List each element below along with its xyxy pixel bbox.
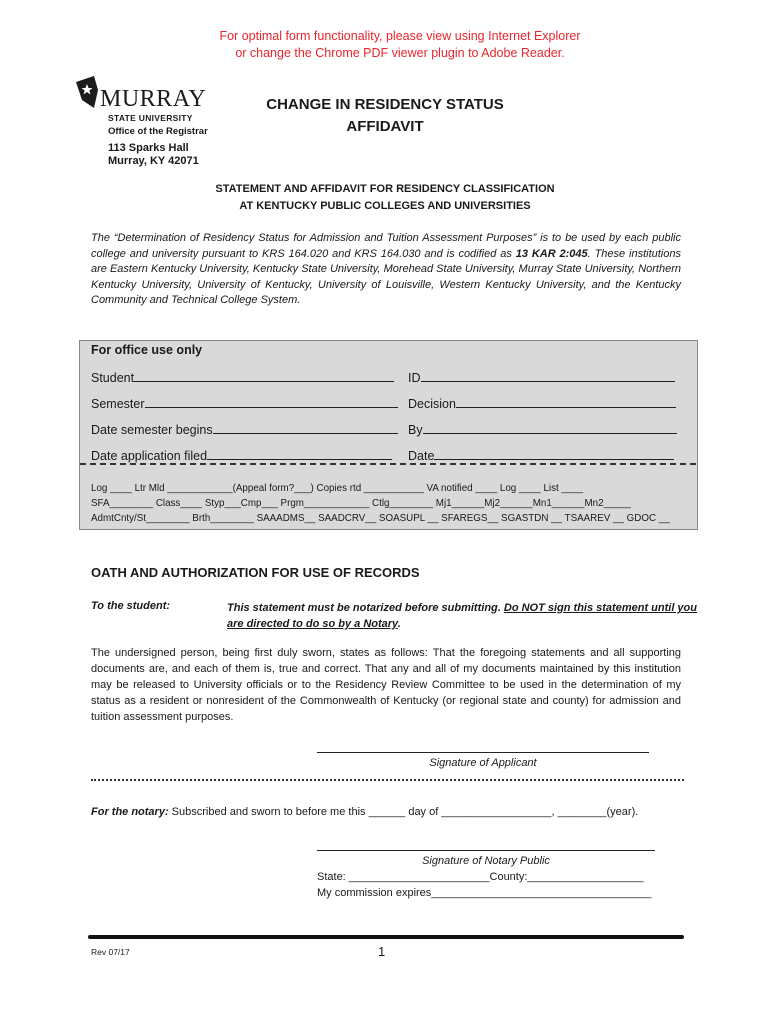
semester-field[interactable]	[91, 395, 398, 411]
intro-text-1: The “Determination of Residency Status for Admission and Tuition Assessment Purposes” is to be used by each public college and university pursuant to KRS 164.020 and KRS 164.030 and is codified as	[91, 232, 681, 260]
title-line-2: AFFIDAVIT	[346, 118, 424, 135]
notice-line-1: For optimal form functionality, please view using Internet Explorer	[219, 29, 581, 43]
oath-body: The undersigned person, being first duly sworn, states as follows: That the foregoing statements and all supporting documents are, and each of them is, true and correct. That any and all of my documents maintained by this institution may be released to University officials or to the Residency Review Committee to be used in the determination of my status as a resident or nonresident of the Commonwealth of Kentucky (or regional state and county) for admission and tuition assessment purposes.	[91, 647, 681, 723]
student-field[interactable]	[91, 369, 394, 385]
decision-input[interactable]	[456, 395, 676, 408]
decision-label: Decision	[408, 397, 456, 411]
intro-text-2: . These institutions are Eastern Kentucky University, Kentucky State University, Morehead State University, Murray State University, Northern Kentucky University, University of Kentucky, University of Louisville, Western Kentucky University, and the Kentucky Community and Technical College System.	[91, 247, 681, 307]
revision-label: Rev 07/17	[91, 947, 130, 957]
date-semester-begins-input[interactable]	[213, 421, 398, 434]
by-label: By	[408, 423, 423, 437]
applicant-signature-line[interactable]	[317, 752, 649, 753]
office-use-heading: For office use only	[91, 343, 203, 357]
date-input[interactable]	[434, 447, 674, 460]
id-label: ID	[408, 371, 421, 385]
date-semester-begins-field[interactable]	[91, 421, 398, 437]
office-name: Office of the Registrar	[108, 126, 208, 137]
id-input[interactable]	[421, 369, 675, 382]
semester-label: Semester	[91, 397, 145, 411]
codes-row-2: SFA________ Class____ Styp___Cmp___ Prgm____________ Ctlg________ Mj1______Mj2______Mn1______Mn2_____	[91, 498, 631, 509]
notary-text: Subscribed and sworn to before me this ______ day of __________________, ________(year).	[168, 806, 639, 818]
intro-paragraph	[91, 231, 681, 309]
browser-notice	[0, 28, 770, 62]
notary-statement	[91, 806, 638, 818]
commission-expires-field[interactable]: My commission expires____________________________________	[317, 887, 652, 899]
subtitle-line-1: STATEMENT AND AFFIDAVIT FOR RESIDENCY CLASSIFICATION	[215, 183, 555, 195]
date-semester-begins-label: Date semester begins	[91, 423, 213, 437]
by-input[interactable]	[423, 421, 677, 434]
date-field[interactable]	[408, 447, 674, 463]
notice-line-2: or change the Chrome PDF viewer plugin to Adobe Reader.	[235, 46, 565, 60]
logo-subtitle: STATE UNIVERSITY	[108, 113, 193, 123]
decision-field[interactable]	[408, 395, 676, 411]
id-field[interactable]	[408, 369, 675, 385]
codes-row-3: AdmtCnty/St________ Brth________ SAAADMS__ SAADCRV__ SOASUPL __ SFAREGS__ SGASTDN __ TSAAREV __ GDOC __	[91, 513, 670, 524]
applicant-signature-label: Signature of Applicant	[429, 757, 537, 769]
office-address	[108, 142, 199, 168]
dotted-separator	[91, 779, 684, 781]
to-student-label: To the student:	[91, 600, 171, 612]
state-county-field[interactable]: State: _______________________County:___________________	[317, 871, 644, 883]
title-line-1: CHANGE IN RESIDENCY STATUS	[266, 96, 504, 113]
date-label: Date	[408, 449, 435, 463]
subtitle-line-2: AT KENTUCKY PUBLIC COLLEGES AND UNIVERSITIES	[239, 200, 531, 212]
logo-wordmark: MURRAY	[100, 86, 207, 112]
date-application-filed-input[interactable]	[207, 447, 392, 460]
address-line-1: 113 Sparks Hall	[108, 142, 189, 154]
notary-signature-line[interactable]	[317, 850, 655, 851]
instruction-underlined: Do NOT sign this statement until you are directed to do so by a Notary	[227, 602, 697, 630]
codes-row-1: Log ____ Ltr Mld ____________(Appeal form?___) Copies rtd ___________ VA notified ____ Log ____ List ____	[91, 483, 584, 494]
date-application-filed-field[interactable]	[91, 447, 392, 463]
notary-signature-label: Signature of Notary Public	[422, 855, 550, 867]
by-field[interactable]	[408, 421, 677, 437]
student-label: Student	[91, 371, 135, 385]
notary-label: For the notary:	[91, 806, 169, 818]
oath-heading: OATH AND AUTHORIZATION FOR USE OF RECORDS	[91, 565, 420, 580]
form-subtitle	[0, 181, 770, 215]
instruction-end: .	[397, 618, 401, 630]
notarize-instruction	[227, 600, 697, 632]
form-title	[240, 94, 530, 138]
semester-input[interactable]	[145, 395, 398, 408]
instruction-text: This statement must be notarized before submitting.	[227, 602, 504, 614]
student-input[interactable]	[134, 369, 394, 382]
page-number: 1	[378, 944, 386, 959]
address-line-2: Murray, KY 42071	[108, 155, 199, 167]
date-application-filed-label: Date application filed	[91, 449, 208, 463]
intro-regulation: 13 KAR 2:045	[515, 247, 588, 260]
footer-rule	[88, 935, 684, 939]
office-divider	[80, 463, 696, 465]
